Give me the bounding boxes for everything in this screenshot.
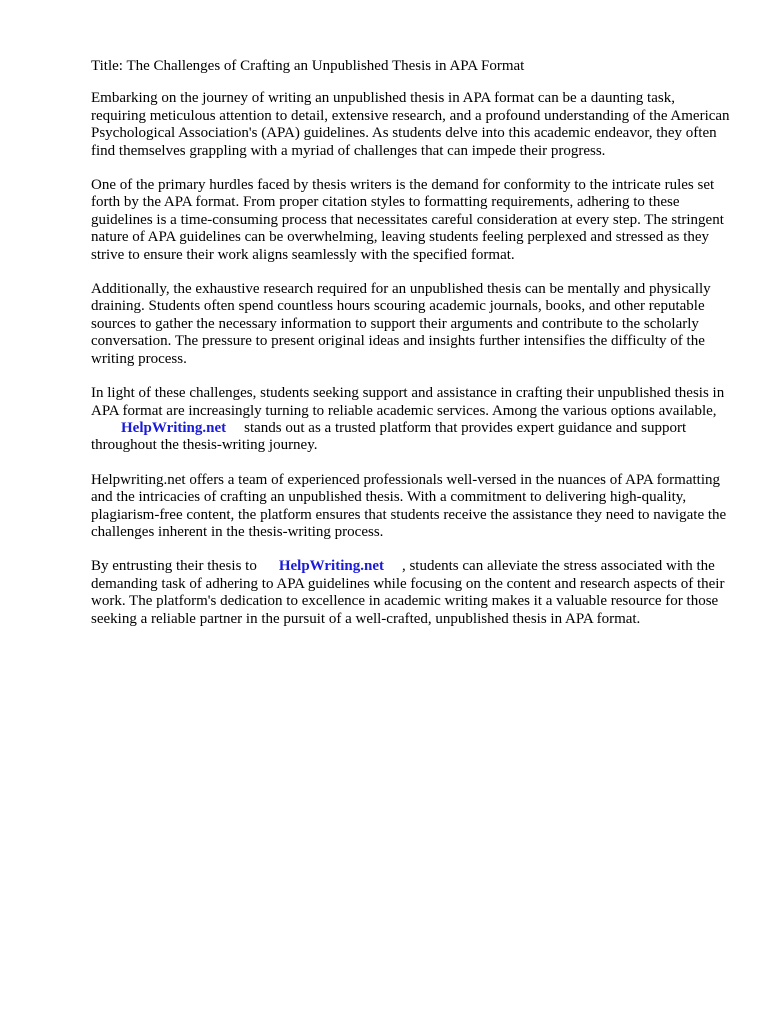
paragraph-support-text-before: In light of these challenges, students seeking support and assistance in crafting their unpublished thesis in APA format are increasingly turning to reliable academic services. Among the various options available, [91, 385, 725, 419]
paragraph-conclusion-text-before: By entrusting their thesis to [91, 558, 257, 575]
paragraph-conclusion [91, 558, 731, 628]
paragraph-service: Helpwriting.net offers a team of experienced professionals well-versed in the nuances of APA formatting and the intricacies of crafting an unpublished thesis. With a commitment to delivering high-quality, plagiarism-free content, the platform ensures that students receive the assistance they need to navigate the challenges inherent in the thesis-writing process. [91, 471, 727, 540]
paragraph-support [91, 385, 731, 455]
helpwriting-link-2[interactable]: HelpWriting.net [278, 558, 384, 575]
document-title: Title: The Challenges of Crafting an Unpublished Thesis in APA Format [91, 58, 525, 74]
paragraph-conclusion-text-after: , students can alleviate the stress associated with the demanding task of adhering to APA guidelines while focusing on the content and research aspects of their work. The platform's dedication to excellence in academic writing makes it a valuable resource for those seeking a reliable partner in the pursuit of a well-crafted, unpublished thesis in APA format. [91, 558, 725, 627]
document-page [91, 58, 731, 645]
paragraph-research: Additionally, the exhaustive research required for an unpublished thesis can be mentally and physically draining. Students often spend countless hours scouring academic journals, books, and other reputable sources to gather the necessary information to support their arguments and contribute to the scholarly conversation. The pressure to present original ideas and insights further intensifies the difficulty of the writing process. [91, 281, 711, 367]
paragraph-intro: Embarking on the journey of writing an unpublished thesis in APA format can be a daunting task, requiring meticulous attention to detail, extensive research, and a profound understanding of the American Psychological Association's (APA) guidelines. As students delve into this academic endeavor, they often find themselves grappling with a myriad of challenges that can impede their progress. [91, 90, 730, 159]
paragraph-apa-conformity: One of the primary hurdles faced by thesis writers is the demand for conformity to the intricate rules set forth by the APA format. From proper citation styles to formatting requirements, adhering to these guidelines is a time-consuming process that necessitates careful consideration at every step. The stringent nature of APA guidelines can be overwhelming, leaving students feeling perplexed and stressed as they strive to ensure their work aligns seamlessly with the specified format. [91, 177, 724, 263]
helpwriting-link-1[interactable]: HelpWriting.net [121, 419, 227, 436]
paragraph-support-text-after: stands out as a trusted platform that provides expert guidance and support throughout the thesis-writing journey. [91, 419, 687, 454]
